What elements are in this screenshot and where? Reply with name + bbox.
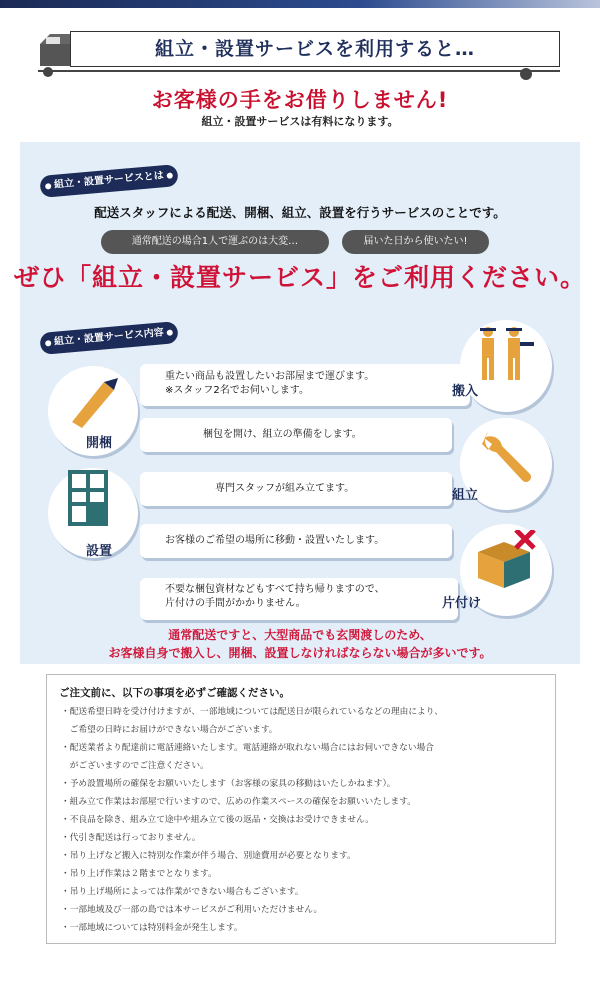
about-pill: 組立・設置サービスとは [39,164,178,198]
warning-line-1: 通常配送ですと、大型商品でも玄関渡しのため、 [168,628,432,642]
step-text: お客様のご希望の場所に移動・設置いたします。 [165,535,385,546]
tag-hard-to-carry: 通常配送の場合1人で運ぶのは大変… [101,230,329,254]
step-label-install: 設置 [86,544,113,559]
step-card-cleanup [140,578,458,620]
notes-heading: ご注文前に、以下の事項を必ずご確認ください。 [59,687,290,699]
step-label-assemble: 組立 [452,488,479,503]
headline: お客様の手をお借りしません! [151,88,449,112]
top-gradient-bar [0,0,600,8]
step-text: 梱包を開け、組立の準備をします。 [203,429,362,440]
notes-box [46,674,556,944]
step-label-carry: 搬入 [452,384,479,399]
list-item: ・吊り上げ作業は２階までとなります。 [61,869,217,879]
step-card-install [140,524,452,558]
title-box [70,31,560,67]
step-card-unpack [140,418,452,452]
step-text: 片付けの手間がかかりません。 [165,598,306,609]
step-label-unpack: 開梱 [86,436,113,451]
service-description: 配送スタッフによる配送、開梱、組立、設置を行うサービスのことです。 [94,205,506,220]
list-item: ・配送業者より配達前に電話連絡いたします。電話連絡が取れない場合にはお伺いできない場合 [61,743,434,753]
list-item: ・組み立て作業はお部屋で行いますので、広めの作業スペースの確保をお願いいたします。 [61,797,416,807]
call-to-action: ぜひ「組立・設置サービス」をご利用ください。 [13,263,586,292]
box-icon [474,530,540,590]
list-item: ・吊り上げなど搬入に特別な作業が伴う場合、別途費用が必要となります。 [61,851,356,861]
workers-icon [474,324,540,388]
step-text: 不要な梱包資材などもすべて持ち帰りますので、 [165,584,385,595]
list-item: ・配送希望日時を受け付けますが、一部地域については配送日が限られているなどの理由により、 [61,707,444,717]
step-label-cleanup: 片付け [442,596,482,611]
list-item: ・吊り上げ場所によっては作業ができない場合もございます。 [61,887,304,897]
step-text: 専門スタッフが組み立てます。 [215,483,355,494]
notes-list [61,703,549,937]
step-card-assemble [140,472,452,506]
list-item: がございますのでご注意ください。 [61,761,209,771]
page-title: 組立・設置サービスを利用すると… [154,38,475,60]
list-item: ・予め設置場所の確保をお願いいたします（お客様の家具の移動はいたしかねます）。 [61,779,396,789]
contents-pill: 組立・設置サービス内容 [39,321,178,355]
list-item: ・不良品を除き、組み立て途中や組み立て後の返品・交換はお受けできません。 [61,815,374,825]
cutter-icon [64,372,122,430]
list-item: ・一部地域については特別料金が発生します。 [61,923,243,933]
road-line [38,70,560,72]
step-text: 重たい商品も設置したいお部屋まで運びます。 [165,371,375,382]
list-item: ・一部地域及び一部の島では本サービスがご利用いただけません。 [61,905,323,915]
list-item: ・代引き配送は行っておりません。 [61,833,201,843]
paid-notice: 組立・設置サービスは有料になります。 [201,115,399,128]
list-item: ご希望の日時にお届けができない場合がございます。 [61,725,278,735]
tag-use-immediately: 届いた日から使いたい! [342,230,489,254]
warning-line-2: お客様自身で搬入し、開梱、設置しなければならない場合が多いです。 [108,646,492,660]
wrench-icon [478,426,538,488]
step-text: ※スタッフ2名でお伺いします。 [165,385,309,396]
step-card-carry [140,364,470,406]
truck-wheel-icon [518,66,534,82]
shelf-icon [68,470,118,528]
